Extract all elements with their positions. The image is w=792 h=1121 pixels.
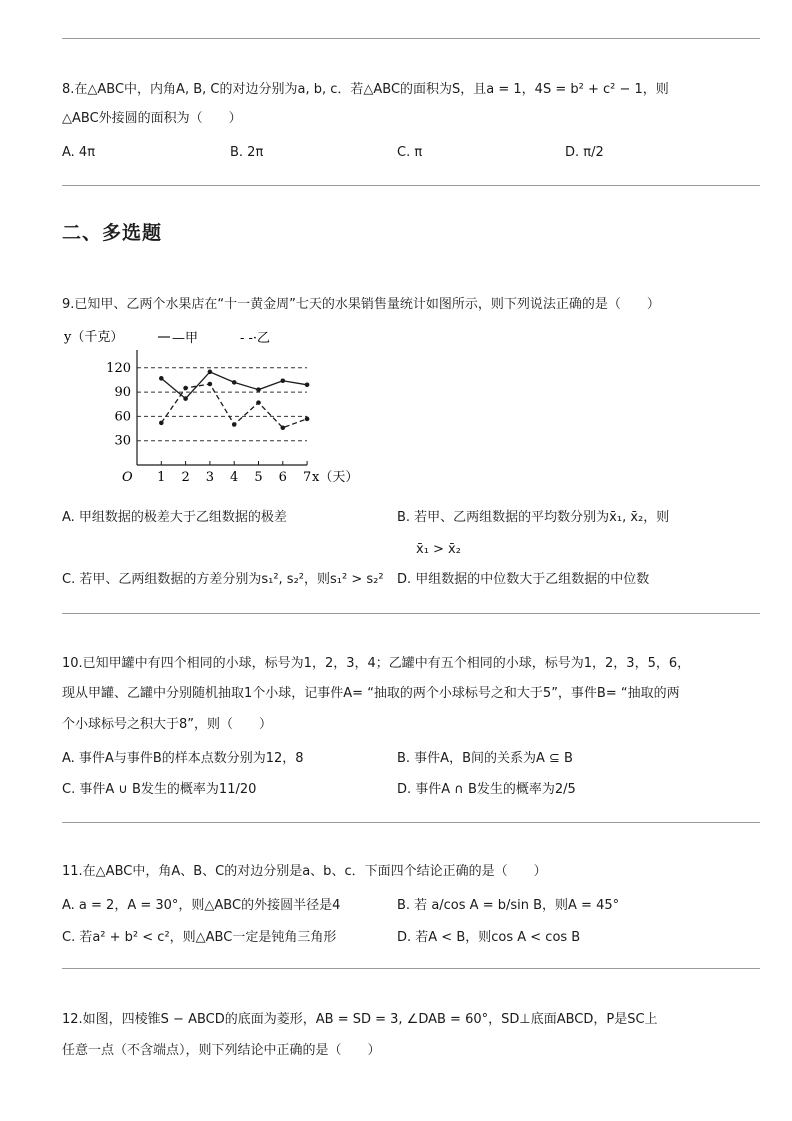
series-line-yi (161, 384, 307, 428)
data-point-yi (208, 382, 213, 387)
q8-option-b[interactable]: B. 2π (230, 145, 264, 160)
q9-option-a[interactable]: A. 甲组数据的极差大于乙组数据的极差 (62, 510, 287, 525)
q11-option-b[interactable]: B. 若 a/cos A = b/sin B，则A = 45° (397, 898, 620, 913)
data-point-yi (232, 422, 237, 427)
q8-option-a[interactable]: A. 4π (62, 145, 96, 160)
x-tick-label: 3 (205, 470, 215, 485)
q12-stem-line2: 任意一点（不含端点），则下列结论中正确的是（ ） (62, 1043, 381, 1058)
x-tick-label: 7 (302, 470, 312, 485)
data-point-yi (183, 386, 188, 391)
q9-option-b-cont: x̄₁ > x̄₂ (416, 542, 461, 557)
data-point-jia (281, 378, 286, 383)
q8-stem-line1: 8.在△ABC中，内角A, B, C的对边分别为a, b, c．若△ABC的面积为S，且a = 1，4S = b² + c² − 1，则 (62, 82, 669, 97)
q9-option-c[interactable]: C. 若甲、乙两组数据的方差分别为s₁², s₂²，则s₁² > s₂² (62, 572, 384, 587)
data-point-yi (305, 417, 310, 422)
data-point-jia (183, 396, 188, 401)
x-tick-label: 6 (278, 470, 287, 485)
y-tick-label: 90 (114, 385, 131, 401)
q8-option-c[interactable]: C. π (397, 145, 423, 160)
y-tick-label: 120 (106, 360, 131, 376)
x-axis-label: x（天） (312, 470, 359, 485)
data-point-jia (305, 383, 310, 388)
q8-option-d[interactable]: D. π/2 (565, 145, 604, 160)
q10-stem-line1: 10.已知甲罐中有四个相同的小球，标号为1，2，3，4；乙罐中有五个相同的小球，标号为1，2，3，5，6， (62, 656, 691, 671)
y-axis-label: y（千克） (64, 330, 124, 345)
x-tick-label: 4 (230, 470, 239, 485)
divider (62, 38, 760, 39)
legend-label-jia: —甲 (172, 331, 199, 346)
q10-stem-line2: 现从甲罐、乙罐中分别随机抽取1个小球，记事件A= “抽取的两个小球标号之和大于5”，事件B= “抽取的两 (62, 686, 680, 701)
y-tick-label: 60 (114, 409, 131, 425)
q11-option-a[interactable]: A. a = 2，A = 30°，则△ABC的外接圆半径是4 (62, 898, 341, 913)
q10-option-d[interactable]: D. 事件A ∩ B发生的概率为2/5 (397, 782, 576, 797)
origin-label: O (122, 470, 133, 485)
q11-stem: 11.在△ABC中，角A、B、C的对边分别是a、b、c．下面四个结论正确的是（ ） (62, 864, 547, 879)
divider (62, 822, 760, 823)
q10-option-c[interactable]: C. 事件A ∪ B发生的概率为11/20 (62, 782, 257, 797)
x-tick-label: 5 (254, 470, 263, 485)
divider (62, 613, 760, 614)
q11-option-d[interactable]: D. 若A < B，则cos A < cos B (397, 930, 581, 945)
divider (62, 185, 760, 186)
q9-option-d[interactable]: D. 甲组数据的中位数大于乙组数据的中位数 (397, 572, 650, 587)
data-point-jia (208, 370, 213, 375)
x-tick-label: 1 (157, 470, 166, 485)
data-point-yi (256, 400, 261, 405)
q9-stem: 9.已知甲、乙两个水果店在“十一黄金周”七天的水果销售量统计如图所示，则下列说法正确的是（ ） (62, 297, 660, 312)
data-point-jia (256, 387, 261, 392)
y-tick-label: 30 (114, 433, 131, 449)
series-line-jia (161, 372, 307, 399)
data-point-jia (159, 376, 164, 381)
q10-stem-line3: 个小球标号之积大于8”，则（ ） (62, 717, 273, 732)
divider (62, 968, 760, 969)
data-point-jia (232, 380, 237, 385)
x-tick-label: 2 (181, 470, 190, 485)
sales-line-chart (62, 320, 362, 495)
data-point-yi (159, 421, 164, 426)
section-title: 二、多选题 (62, 222, 163, 244)
q8-stem-line2: △ABC外接圆的面积为（ ） (62, 111, 242, 126)
q11-option-c[interactable]: C. 若a² + b² < c²，则△ABC一定是钝角三角形 (62, 930, 337, 945)
q12-stem-line1: 12.如图，四棱锥S − ABCD的底面为菱形，AB = SD = 3, ∠DAB = 60°，SD⊥底面ABCD，P是SC上 (62, 1012, 658, 1027)
q10-option-a[interactable]: A. 事件A与事件B的样本点数分别为12，8 (62, 751, 304, 766)
data-point-yi (281, 425, 286, 430)
q10-option-b[interactable]: B. 事件A，B间的关系为A ⊆ B (397, 751, 573, 766)
legend-label-yi: - -·乙 (240, 331, 271, 346)
q9-option-b[interactable]: B. 若甲、乙两组数据的平均数分别为x̄₁, x̄₂，则 (397, 510, 670, 525)
